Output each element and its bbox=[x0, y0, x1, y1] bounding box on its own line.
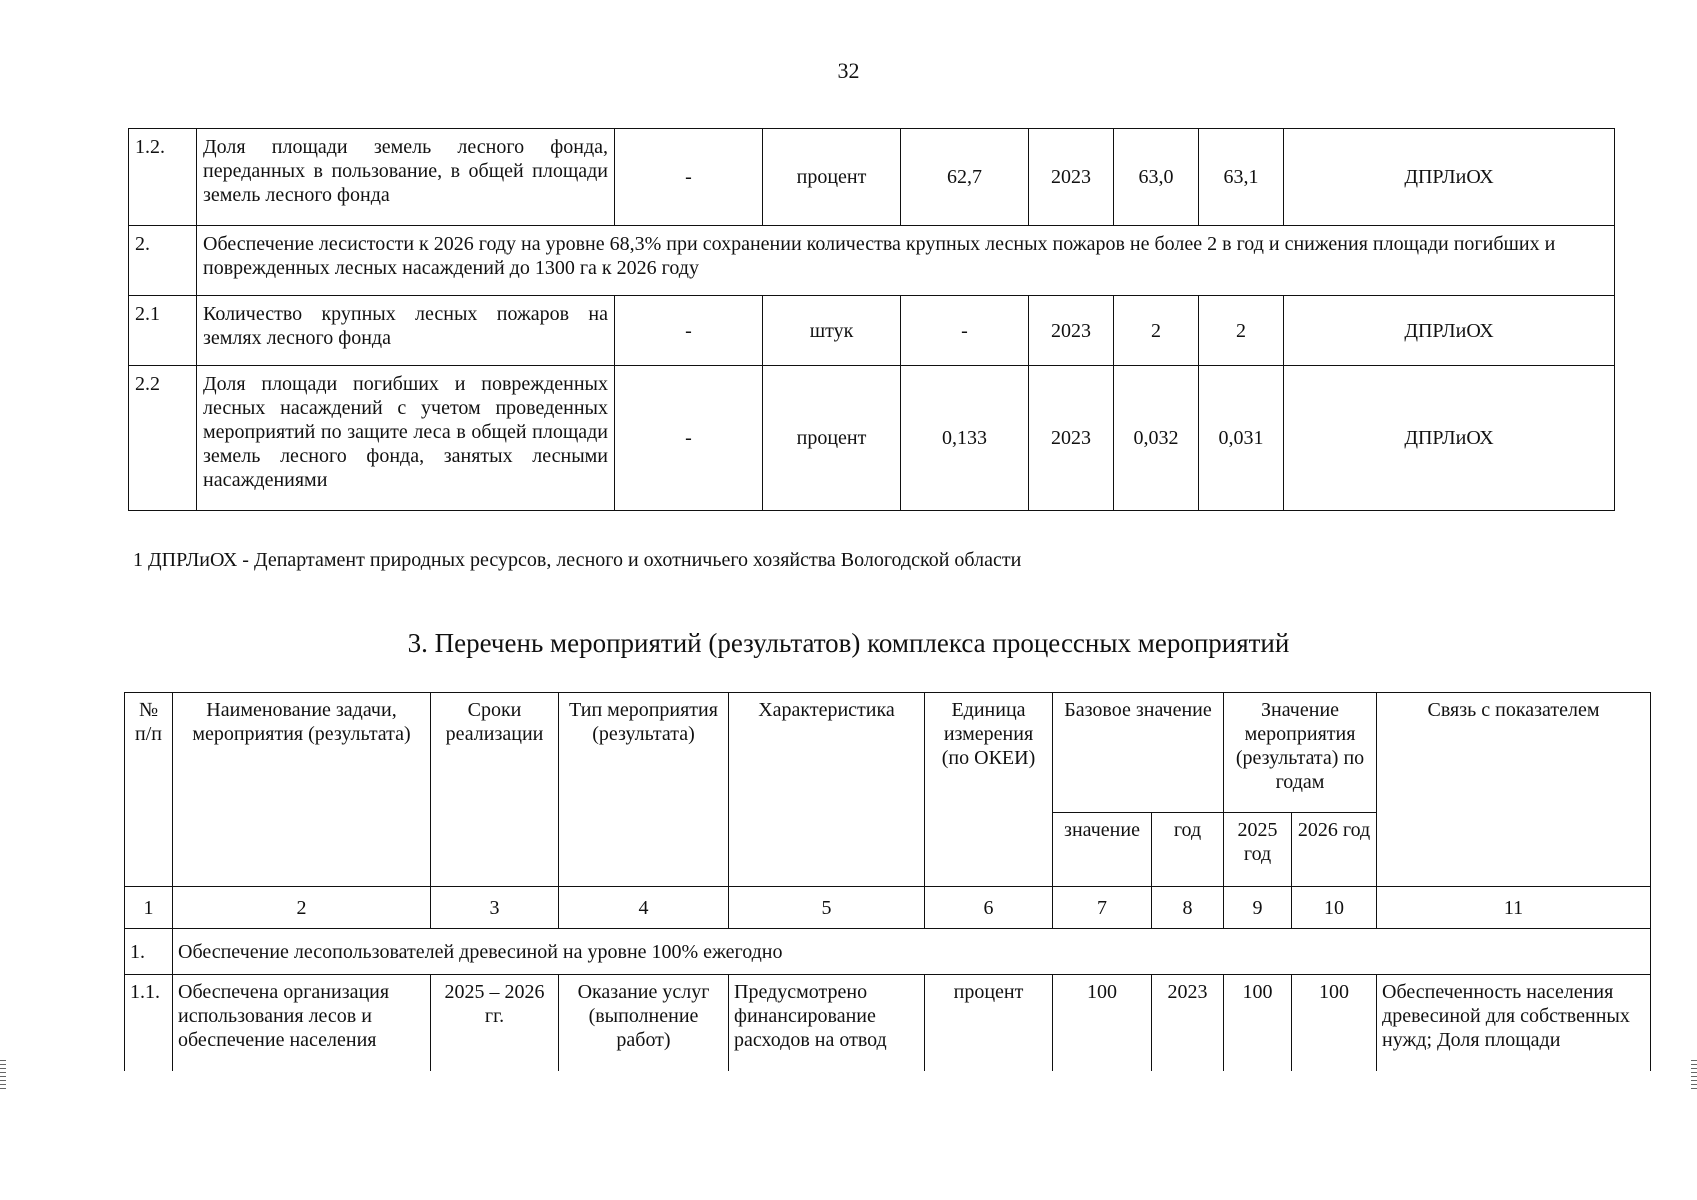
header-unit: Единица измерения (по ОКЕИ) bbox=[925, 693, 1053, 887]
row-number: 1.2. bbox=[129, 129, 197, 226]
indicator-base-value: - bbox=[901, 296, 1029, 366]
indicator-unit: процент bbox=[763, 129, 901, 226]
column-number: 1 bbox=[125, 887, 173, 929]
header-base: Базовое значение bbox=[1053, 693, 1224, 813]
indicator-value-2025: 63,0 bbox=[1114, 129, 1199, 226]
table-row bbox=[129, 129, 1615, 226]
footnote: 1 ДПРЛиОХ - Департамент природных ресурсов, лесного и охотничьего хозяйства Вологодской области bbox=[133, 549, 1022, 571]
activity-unit: процент bbox=[925, 975, 1053, 1071]
indicator-col3: - bbox=[615, 296, 763, 366]
column-number: 11 bbox=[1377, 887, 1651, 929]
activity-base-year: 2023 bbox=[1152, 975, 1224, 1071]
goal-text: Обеспечение лесистости к 2026 году на уровне 68,3% при сохранении количества крупных лесных пожаров не более 2 в год и снижения площади погибших и поврежденных лесных насаждений до 1300 га к 2026 году bbox=[197, 226, 1615, 296]
row-number: 2.2 bbox=[129, 366, 197, 511]
scan-edge-mark-left bbox=[0, 1060, 6, 1090]
row-number: 2.1 bbox=[129, 296, 197, 366]
column-number: 6 bbox=[925, 887, 1053, 929]
table-row bbox=[129, 296, 1615, 366]
indicator-name: Количество крупных лесных пожаров на землях лесного фонда bbox=[197, 296, 615, 366]
table-row bbox=[129, 366, 1615, 511]
indicator-responsible: ДПРЛиОХ bbox=[1284, 296, 1615, 366]
header-name: Наименование задачи, мероприятия (результата) bbox=[173, 693, 431, 887]
header-row bbox=[125, 693, 1651, 813]
indicator-base-value: 62,7 bbox=[901, 129, 1029, 226]
task-text: Обеспечение лесопользователей древесиной на уровне 100% ежегодно bbox=[173, 929, 1651, 975]
indicator-base-year: 2023 bbox=[1029, 296, 1114, 366]
activity-number: 1.1. bbox=[125, 975, 173, 1071]
header-value: Значение мероприятия (результата) по годам bbox=[1224, 693, 1377, 813]
indicators-table bbox=[128, 128, 1615, 511]
header-base-year: год bbox=[1152, 813, 1224, 887]
header-num: № п/п bbox=[125, 693, 173, 887]
column-number: 4 bbox=[559, 887, 729, 929]
activity-link: Обеспеченность населения древесиной для собственных нужд; Доля площади bbox=[1377, 975, 1651, 1071]
indicator-base-value: 0,133 bbox=[901, 366, 1029, 511]
activity-base-value: 100 bbox=[1053, 975, 1152, 1071]
table-row bbox=[129, 226, 1615, 296]
header-base-value: значение bbox=[1053, 813, 1152, 887]
indicator-value-2026: 2 bbox=[1199, 296, 1284, 366]
column-number: 5 bbox=[729, 887, 925, 929]
activity-characteristic: Предусмотрено финансирование расходов на отвод bbox=[729, 975, 925, 1071]
indicator-name: Доля площади погибших и поврежденных лесных насаждений с учетом проведенных мероприятий по защите леса в общей площади земель лесного фонда, занятых лесными насаждениями bbox=[197, 366, 615, 511]
indicator-col3: - bbox=[615, 129, 763, 226]
indicator-base-year: 2023 bbox=[1029, 366, 1114, 511]
row-number: 2. bbox=[129, 226, 197, 296]
indicator-name: Доля площади земель лесного фонда, переданных в пользование, в общей площади земель лесного фонда bbox=[197, 129, 615, 226]
header-2026: 2026 год bbox=[1292, 813, 1377, 887]
page-number: 32 bbox=[837, 58, 860, 83]
indicator-value-2025: 0,032 bbox=[1114, 366, 1199, 511]
header-type: Тип мероприятия (результата) bbox=[559, 693, 729, 887]
header-2025: 2025 год bbox=[1224, 813, 1292, 887]
task-number: 1. bbox=[125, 929, 173, 975]
indicator-unit: процент bbox=[763, 366, 901, 511]
column-number: 7 bbox=[1053, 887, 1152, 929]
activity-name: Обеспечена организация использования лесов и обеспечение населения bbox=[173, 975, 431, 1071]
header-characteristic: Характеристика bbox=[729, 693, 925, 887]
column-number: 3 bbox=[431, 887, 559, 929]
table-row bbox=[125, 975, 1651, 1071]
indicator-base-year: 2023 bbox=[1029, 129, 1114, 226]
section-title: 3. Перечень мероприятий (результатов) комплекса процессных мероприятий bbox=[407, 628, 1290, 658]
indicator-unit: штук bbox=[763, 296, 901, 366]
indicator-value-2026: 63,1 bbox=[1199, 129, 1284, 226]
column-number: 9 bbox=[1224, 887, 1292, 929]
header-terms: Сроки реализации bbox=[431, 693, 559, 887]
indicator-value-2026: 0,031 bbox=[1199, 366, 1284, 511]
scan-edge-mark-right bbox=[1691, 1060, 1697, 1090]
task-row bbox=[125, 929, 1651, 975]
header-link: Связь с показателем bbox=[1377, 693, 1651, 887]
column-number: 2 bbox=[173, 887, 431, 929]
column-number: 8 bbox=[1152, 887, 1224, 929]
indicator-responsible: ДПРЛиОХ bbox=[1284, 129, 1615, 226]
column-numbers-row bbox=[125, 887, 1651, 929]
activities-table bbox=[124, 692, 1651, 1071]
activity-value-2025: 100 bbox=[1224, 975, 1292, 1071]
indicator-col3: - bbox=[615, 366, 763, 511]
column-number: 10 bbox=[1292, 887, 1377, 929]
activity-value-2026: 100 bbox=[1292, 975, 1377, 1071]
indicator-value-2025: 2 bbox=[1114, 296, 1199, 366]
indicator-responsible: ДПРЛиОХ bbox=[1284, 366, 1615, 511]
activity-type: Оказание услуг (выполнение работ) bbox=[559, 975, 729, 1071]
activity-terms: 2025 – 2026 гг. bbox=[431, 975, 559, 1071]
